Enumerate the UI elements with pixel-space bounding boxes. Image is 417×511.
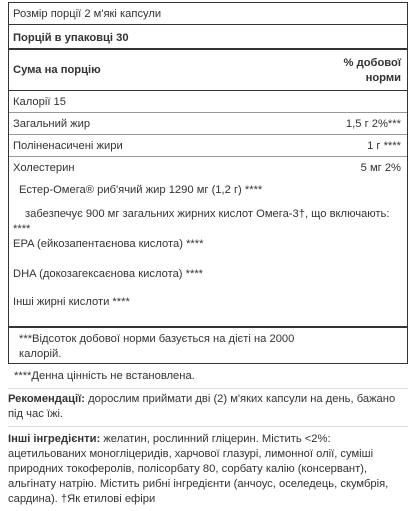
other-ingredients-text: желатин, рослинний гліцерин. Містить <2%: ацетильованих моногліцеридів, харчової глазурі, лимонної олії, суміші природних токоферолів, полісорбату 80, сорбату калію (консервант), альгінату натрію. Містить рибні інгредієнти (анчоус, оселедець, скумбрія, сардина). †Як етилові ефіри [8, 433, 389, 505]
divider [9, 156, 407, 157]
other-ingredients-label: Інші інгредієнти: [8, 433, 101, 445]
omega3-provides-line: забезпечує 900 мг загальних жирних кислот Омега-3†, що включають: [25, 208, 390, 220]
ester-omega-line: Естер-Омега® риб'ячий жир 1290 мг (1,2 г) **** [19, 184, 263, 196]
recommendations-label: Рекомендації: [8, 393, 85, 405]
daily-value-header-line1: % добової [343, 57, 401, 69]
dha-line: DHA (докозагексаєнова кислота) **** [13, 268, 204, 280]
recommendations-section [8, 392, 408, 422]
epa-line: EPA (ейкозапентаєнова кислота) **** [13, 238, 204, 250]
recommendations-text: дорослим приймати дві (2) м'яких капсули на день, бажано під час їжі. [8, 393, 396, 420]
calories-label: Калорії 15 [13, 96, 66, 108]
omega3-provides-asterisks: **** [13, 223, 31, 235]
servings-per-container: Порцій в упаковці 30 [13, 32, 129, 44]
divider-thick [9, 326, 407, 328]
divider-thick [9, 48, 407, 50]
footnote-line1: ***Відсоток добової норми базується на дієті на 2000 [19, 333, 295, 345]
daily-value-header-line2: норми [365, 72, 401, 84]
divider [9, 24, 407, 25]
footnote-line2: калорій. [19, 348, 62, 360]
polyunsaturated-fat-amount: 1 г **** [367, 140, 401, 152]
supplement-facts-panel [8, 2, 408, 364]
serving-size: Розмір порції 2 м'які капсули [13, 8, 162, 20]
divider [9, 134, 407, 135]
divider [9, 90, 407, 91]
daily-value-not-established: ****Денна цінність не встановлена. [14, 370, 195, 382]
total-fat-label: Загальний жир [13, 118, 91, 130]
total-fat-amount: 1,5 г 2%*** [345, 118, 401, 130]
amount-per-serving-header: Сума на порцію [13, 64, 101, 76]
other-ingredients-section [8, 432, 408, 507]
other-fatty-acids-line: Інші жирні кислоти **** [13, 296, 130, 308]
cholesterol-amount: 5 мг 2% [360, 162, 401, 174]
cholesterol-label: Холестерин [13, 162, 75, 174]
section-separator [8, 388, 408, 389]
polyunsaturated-fat-label: Поліненасичені жири [13, 140, 123, 152]
divider [9, 112, 407, 113]
section-separator [8, 426, 408, 427]
